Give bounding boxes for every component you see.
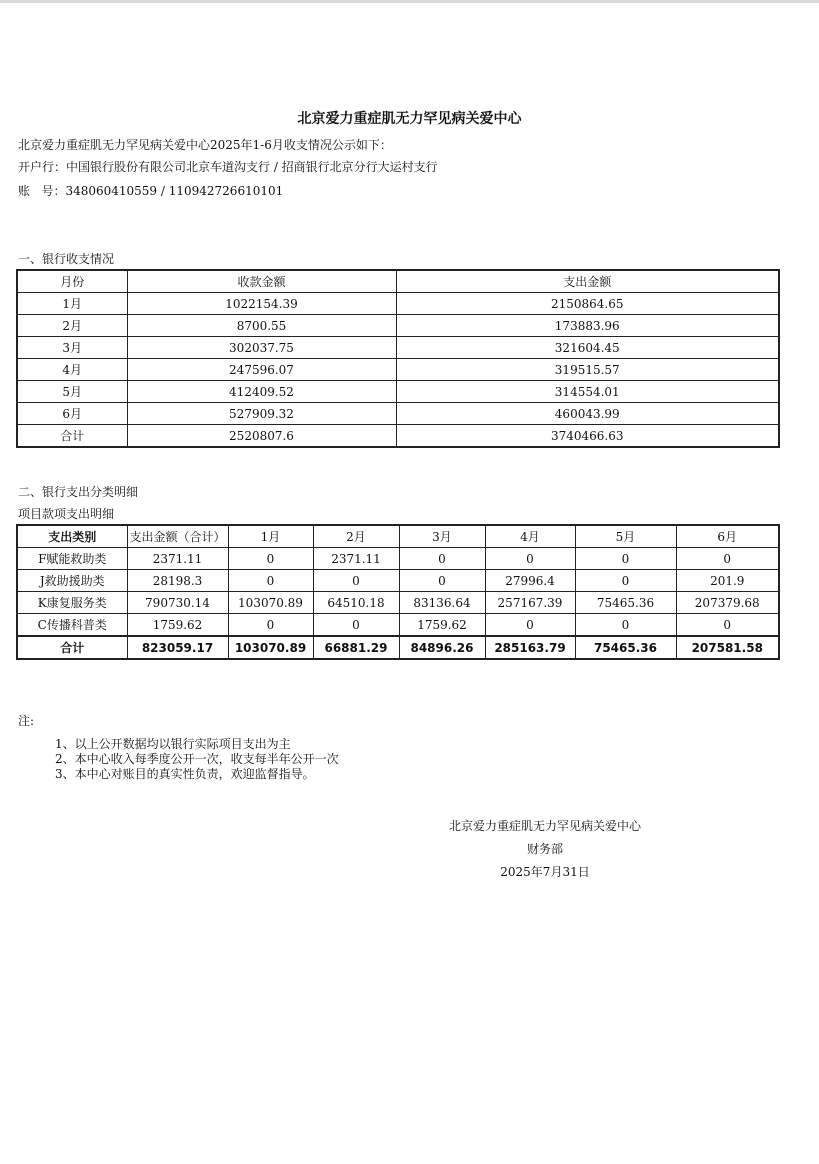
total-cell: 823059.17 [127, 636, 228, 659]
total-cell: 84896.26 [399, 636, 485, 659]
signature-dept: 财务部 [526, 842, 563, 856]
table-row [17, 359, 779, 381]
month-cell: 5月 [17, 381, 127, 403]
table-row [17, 570, 779, 592]
table-header-row [17, 525, 779, 548]
category-cell: K康复服务类 [17, 592, 127, 614]
value-cell: 0 [399, 548, 485, 570]
header-total: 支出金额（合计） [127, 525, 228, 548]
value-cell: 0 [676, 548, 779, 570]
bank-line: 开户行：中国银行股份有限公司北京车道沟支行 / 招商银行北京分行大运村支行 [18, 160, 438, 174]
month-cell: 1月 [17, 293, 127, 315]
expense-cell: 3740466.63 [396, 425, 779, 448]
month-cell: 3月 [17, 337, 127, 359]
value-cell: 0 [228, 548, 313, 570]
value-cell: 0 [575, 570, 676, 592]
total-label: 合计 [17, 636, 127, 659]
category-cell: C传播科普类 [17, 614, 127, 637]
total-cell: 66881.29 [313, 636, 399, 659]
income-cell: 302037.75 [127, 337, 396, 359]
header-month: 3月 [399, 525, 485, 548]
header-category: 支出类别 [17, 525, 127, 548]
value-cell: 2371.11 [127, 548, 228, 570]
header-month: 月份 [17, 270, 127, 293]
category-cell: J救助援助类 [17, 570, 127, 592]
income-cell: 412409.52 [127, 381, 396, 403]
value-cell: 0 [399, 570, 485, 592]
signature-date: 2025年7月31日 [500, 865, 590, 879]
account-line: 账 号：348060410559 / 110942726610101 [18, 184, 284, 198]
total-cell: 207581.58 [676, 636, 779, 659]
signature-org: 北京爱力重症肌无力罕见病关爱中心 [448, 819, 641, 833]
value-cell: 27996.4 [485, 570, 575, 592]
total-row [17, 425, 779, 448]
total-cell: 75465.36 [575, 636, 676, 659]
total-cell: 103070.89 [228, 636, 313, 659]
page-title: 北京爱力重症肌无力罕见病关爱中心 [297, 111, 522, 127]
value-cell: 257167.39 [485, 592, 575, 614]
value-cell: 103070.89 [228, 592, 313, 614]
value-cell: 790730.14 [127, 592, 228, 614]
income-cell: 527909.32 [127, 403, 396, 425]
table-row [17, 315, 779, 337]
value-cell: 2371.11 [313, 548, 399, 570]
income-cell: 2520807.6 [127, 425, 396, 448]
value-cell: 1759.62 [399, 614, 485, 637]
expense-cell: 2150864.65 [396, 293, 779, 315]
value-cell: 1759.62 [127, 614, 228, 637]
note-item: 1、以上公开数据均以银行实际项目支出为主 [55, 737, 291, 751]
value-cell: 0 [228, 614, 313, 637]
value-cell: 28198.3 [127, 570, 228, 592]
value-cell: 0 [313, 614, 399, 637]
value-cell: 0 [676, 614, 779, 637]
table-row [17, 293, 779, 315]
month-cell: 6月 [17, 403, 127, 425]
section2-subheading: 项目款项支出明细 [18, 507, 115, 521]
expense-cell: 321604.45 [396, 337, 779, 359]
total-row [17, 636, 779, 659]
month-cell: 合计 [17, 425, 127, 448]
expense-cell: 314554.01 [396, 381, 779, 403]
income-cell: 8700.55 [127, 315, 396, 337]
header-expense: 支出金额 [396, 270, 779, 293]
notes-label: 注: [18, 714, 35, 728]
section2-heading: 二、银行支出分类明细 [18, 485, 139, 499]
table-row [17, 548, 779, 570]
value-cell: 201.9 [676, 570, 779, 592]
value-cell: 207379.68 [676, 592, 779, 614]
income-cell: 247596.07 [127, 359, 396, 381]
value-cell: 75465.36 [575, 592, 676, 614]
value-cell: 64510.18 [313, 592, 399, 614]
top-edge [0, 0, 819, 3]
value-cell: 0 [313, 570, 399, 592]
header-income: 收款金额 [127, 270, 396, 293]
expense-category-table [16, 524, 780, 660]
note-item: 3、本中心对账目的真实性负责，欢迎监督指导。 [55, 767, 315, 781]
expense-cell: 173883.96 [396, 315, 779, 337]
header-month: 5月 [575, 525, 676, 548]
value-cell: 83136.64 [399, 592, 485, 614]
expense-cell: 319515.57 [396, 359, 779, 381]
table-row [17, 337, 779, 359]
value-cell: 0 [485, 548, 575, 570]
month-cell: 2月 [17, 315, 127, 337]
expense-cell: 460043.99 [396, 403, 779, 425]
table-header-row [17, 270, 779, 293]
note-item: 2、本中心收入每季度公开一次，收支每半年公开一次 [55, 752, 339, 766]
header-month: 6月 [676, 525, 779, 548]
table-row [17, 403, 779, 425]
bank-income-expense-table [16, 269, 780, 448]
value-cell: 0 [575, 548, 676, 570]
income-cell: 1022154.39 [127, 293, 396, 315]
category-cell: F赋能救助类 [17, 548, 127, 570]
month-cell: 4月 [17, 359, 127, 381]
value-cell: 0 [228, 570, 313, 592]
header-month: 1月 [228, 525, 313, 548]
header-month: 2月 [313, 525, 399, 548]
table-row [17, 614, 779, 637]
table-row [17, 381, 779, 403]
value-cell: 0 [485, 614, 575, 637]
header-month: 4月 [485, 525, 575, 548]
section1-heading: 一、银行收支情况 [18, 252, 115, 266]
total-cell: 285163.79 [485, 636, 575, 659]
intro-text: 北京爱力重症肌无力罕见病关爱中心2025年1-6月收支情况公示如下： [18, 138, 392, 152]
table-row [17, 592, 779, 614]
value-cell: 0 [575, 614, 676, 637]
